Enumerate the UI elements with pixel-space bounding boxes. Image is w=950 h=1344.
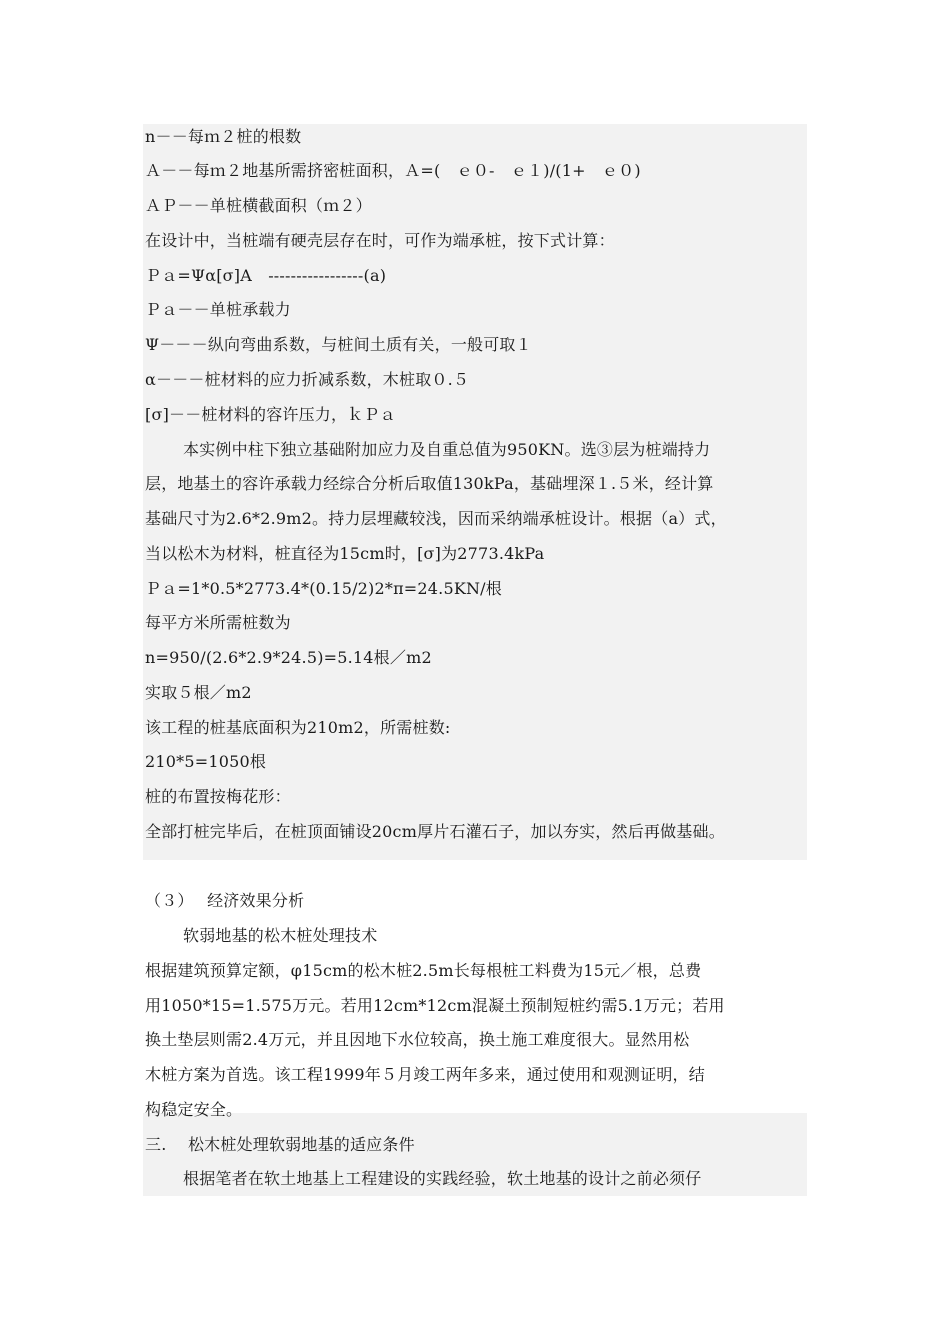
text-line: Ｐａ－－单桩承载力 [145,300,291,319]
subheading: 软弱地基的松木桩处理技术 [183,926,378,945]
paragraph-line: 木桩方案为首选。该工程1999年５月竣工两年多来，通过使用和观测证明，结 [145,1065,705,1084]
formula-line: Ｐａ=1*0.5*2773.4*(0.15/2)2*π=24.5KN/根 [145,579,502,598]
paragraph-line: 层，地基土的容许承载力经综合分析后取值130kPa，基础埋深１.５米，经计算 [145,474,714,493]
formula-line: Ｐａ=Ψα[σ]A -----------------(a) [145,266,387,285]
paragraph-line: 根据笔者在软土地基上工程建设的实践经验，软土地基的设计之前必须仔 [183,1169,702,1188]
paragraph-line: 基础尺寸为2.6*2.9m2。持力层埋藏较浅，因而采纳端承桩设计。根据（a）式， [145,509,727,528]
paragraph-line: 当以松木为材料，桩直径为15cm时，[σ]为2773.4kPa [145,544,545,563]
text-line: 该工程的桩基底面积为210m2，所需桩数: [145,718,451,737]
formula-line: 210*5=1050根 [145,752,267,771]
paragraph-line: 本实例中柱下独立基础附加应力及自重总值为950KN。选③层为桩端持力 [183,440,711,459]
paragraph-line: 根据建筑预算定额，φ15cm的松木桩2.5m长每根桩工料费为15元／根，总费 [145,961,702,980]
formula-line: n=950/(2.6*2.9*24.5)=5.14根／m2 [145,648,432,667]
text-line: Ａ－－每ｍ２地基所需挤密桩面积，Ａ=( ｅ０- ｅ１)/(1+ ｅ０) [145,161,641,180]
text-line: n－－每ｍ２桩的根数 [145,127,302,146]
section-heading: 三. 松木桩处理软弱地基的适应条件 [145,1135,415,1154]
text-line: Ψ－－－纵向弯曲系数，与桩间土质有关，一般可取１ [145,335,532,354]
text-line: 每平方米所需桩数为 [145,613,291,632]
text-line: ＡＰ－－单桩横截面积（ｍ２） [145,196,372,215]
text-line: 全部打桩完毕后，在桩顶面铺设20cm厚片石灌石子，加以夯实，然后再做基础。 [145,822,725,841]
text-line: 在设计中，当桩端有硬壳层存在时，可作为端承桩，按下式计算： [145,231,615,250]
text-line: [σ]－－桩材料的容许压力，ｋＰａ [145,405,396,424]
text-line: 实取５根／m2 [145,683,252,702]
section-heading: （３） 经济效果分析 [145,891,305,910]
text-line: 桩的布置按梅花形： [145,787,291,806]
paragraph-line: 用1050*15=1.575万元。若用12cm*12cm混凝土预制短桩约需5.1万元；若用 [145,996,725,1015]
text-line: α－－－桩材料的应力折减系数，木桩取０.５ [145,370,470,389]
paragraph-line: 换土垫层则需2.4万元，并且因地下水位较高，换土施工难度很大。显然用松 [145,1030,690,1049]
paragraph-line: 构稳定安全。 [145,1100,243,1119]
